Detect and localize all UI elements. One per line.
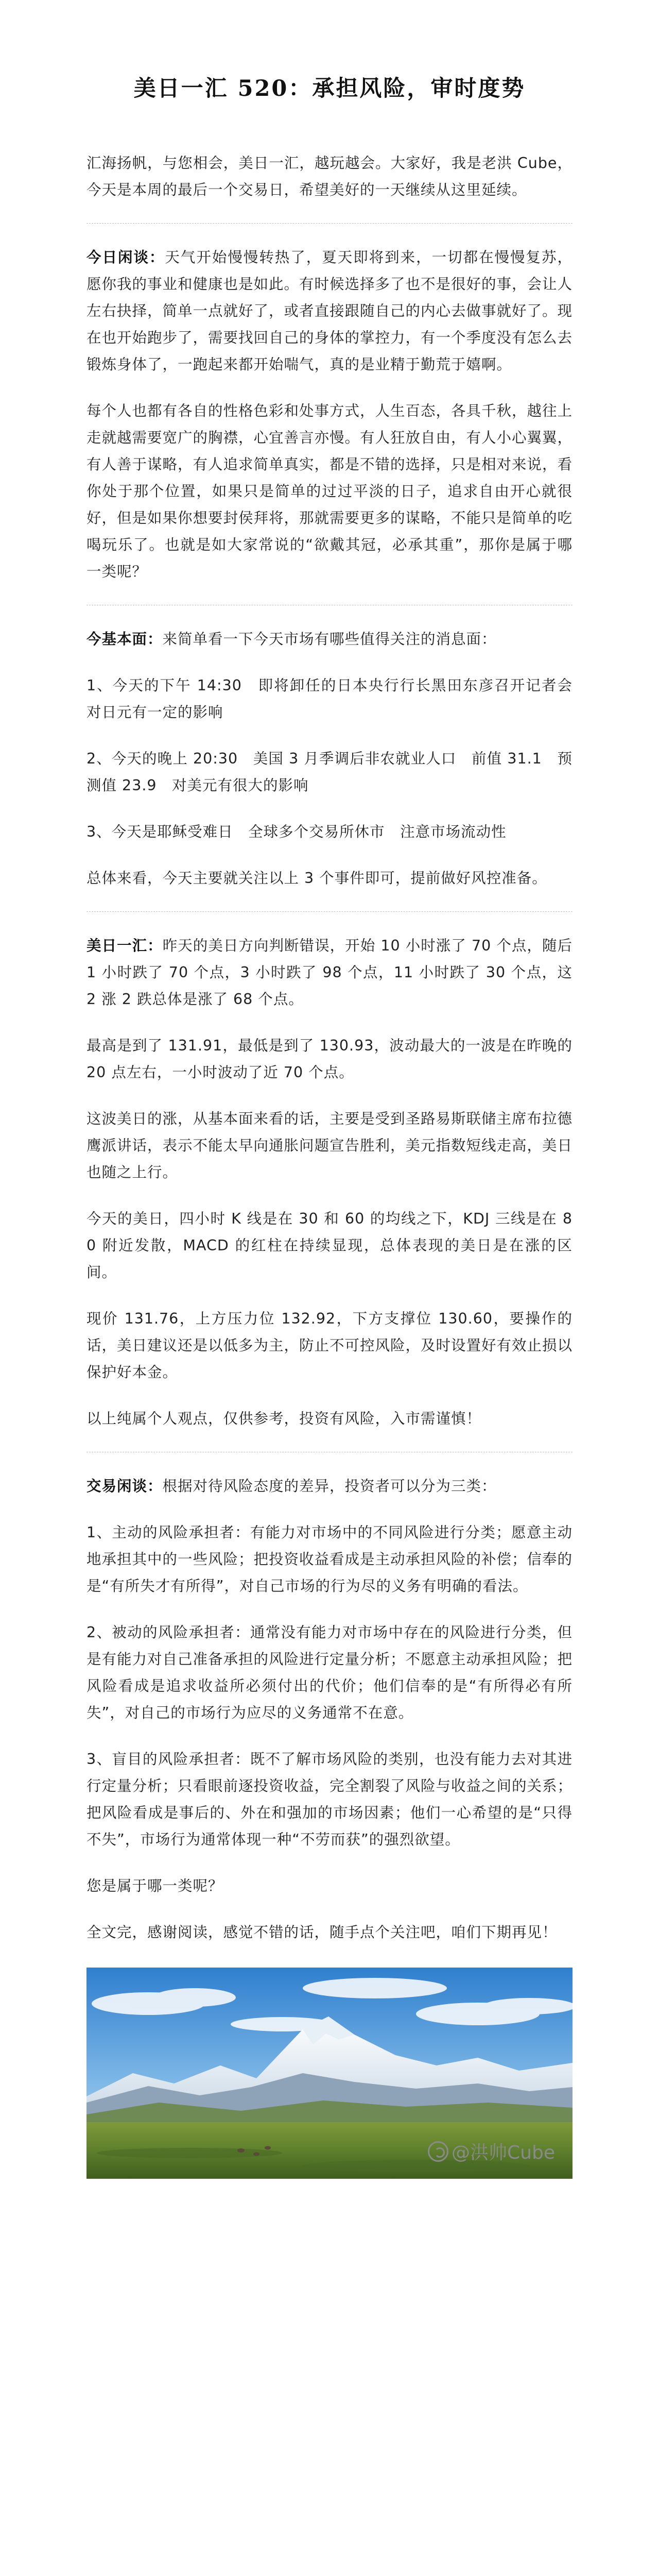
- analysis-paragraph-2: 最高是到了 131.91，最低是到了 130.93，波动最大的一波是在昨晚的 20 点左右，一小时波动了近 70 个点。: [86, 1037, 573, 1081]
- section-divider: [86, 223, 573, 224]
- intro-paragraph: 汇海扬帆，与您相会，美日一汇，越玩越会。大家好，我是老洪 Cube，今天是本周的最后一个交易日，希望美好的一天继续从这里延续。: [86, 155, 573, 198]
- basics-summary: 总体来看，今天主要就关注以上 3 个事件即可，提前做好风控准备。: [86, 870, 547, 887]
- basics-item-1: 1、今天的下午 14:30 即将卸任的日本央行行长黑田东彦召开记者会 对日元有一定的影响: [86, 677, 588, 721]
- weibo-logo-icon: [428, 2141, 448, 2162]
- trading-item-3: 3、盲目的风险承担者：既不了解市场风险的类别，也没有能力去对其进行定量分析；只看眼前逐投资收益，完全割裂了风险与收益之间的关系；把风险看成是事后的、外在和强加的市场因素；他们一心希望的是“只得不失”，市场行为通常体现一种“不劳而获”的强烈欲望。: [86, 1751, 573, 1848]
- chat-text-1: 天气开始慢慢转热了，夏天即将到来，一切都在慢慢复苏，愿你我的事业和健康也是如此。有时候选择多了也不是很好的事，会让人左右抉择，简单一点就好了，或者直接跟随自己的内心去做事就好了。现在也开始跑步了，需要找回自己的身体的掌控力，有一个季度没有怎么去锻炼身体了，一跑起来都开始喘气，真的是业精于勤荒于嬉啊。: [86, 249, 573, 373]
- trading-item-1: 1、主动的风险承担者：有能力对市场中的不同风险进行分类；愿意主动地承担其中的一些风险；把投资收益看成是主动承担风险的补偿；信奉的是“有所失才有所得”，对自己市场的行为尽的义务有明确的看法。: [86, 1524, 573, 1595]
- basics-lead-paragraph: [86, 626, 573, 653]
- chat-paragraph-2: 每个人也都有各自的性格色彩和处事方式，人生百态，各具千秋，越往上走就越需要宽广的胸襟，心宜善言亦慢。有人狂放自由，有人小心翼翼，有人善于谋略，有人追求简单真实，都是不错的选择，只是相对来说，看你处于那个位置，如果只是简单的过过平淡的日子，追求自由开心就很好，但是如果你想要封侯拜将，那就需要更多的谋略，不能只是简单的吃喝玩乐了。也就是如大家常说的“欲戴其冠，必承其重”，那你是属于哪一类呢？: [86, 402, 573, 580]
- disclaimer: 以上纯属个人观点，仅供参考，投资有风险，入市需谨慎！: [86, 1410, 482, 1427]
- watermark-text: @洪帅Cube: [452, 2142, 555, 2163]
- closing-text: 全文完，感谢阅读，感觉不错的话，随手点个关注吧，咱们下期再见！: [86, 1924, 558, 1941]
- basics-label: 今基本面：: [86, 631, 163, 648]
- analysis-text-1: 昨天的美日方向判断错误，开始 10 小时涨了 70 个点，随后 1 小时跌了 70 个点，3 小时跌了 98 个点，11 小时跌了 30 个点，这 2 涨 2 跌总体是涨了 68 个点。: [86, 937, 573, 1008]
- trading-lead-paragraph: [86, 1473, 573, 1500]
- analysis-paragraph-4: 今天的美日，四小时 K 线是在 30 和 60 的均线之下，KDJ 三线是在 80 附近发散，MACD 的红柱在持续显现，总体表现的美日是在涨的区间。: [86, 1210, 573, 1281]
- analysis-label: 美日一汇：: [86, 937, 163, 954]
- author-watermark: [428, 2138, 555, 2164]
- chat-label: 今日闲谈：: [86, 249, 165, 266]
- chat-paragraph-1: [86, 244, 573, 378]
- basics-lead: 来简单看一下今天市场有哪些值得关注的消息面：: [162, 631, 497, 648]
- basics-item-3: 3、今天是耶稣受难日 全球多个交易所休市 注意市场流动性: [86, 823, 507, 840]
- closing-question: 您是属于哪一类呢？: [86, 1877, 223, 1894]
- trading-item-2: 2、被动的风险承担者：通常没有能力对市场中存在的风险进行分类，但是有能力对自己准备承担的风险进行定量分析；不愿意主动承担风险；把风险看成是追求收益所必须付出的代价；他们信奉的是“有所得必有所失”，对自己的市场行为应尽的义务通常不在意。: [86, 1624, 573, 1721]
- analysis-paragraph-3: 这波美日的涨，从基本面来看的话，主要是受到圣路易斯联储主席布拉德鹰派讲话，表示不能太早向通胀问题宣告胜利，美元指数短线走高，美日也随之上行。: [86, 1110, 573, 1181]
- article-title: 美日一汇 520：承担风险，审时度势: [133, 76, 526, 101]
- section-divider: [86, 911, 573, 912]
- mountain-landscape-image: [86, 1968, 573, 2179]
- analysis-paragraph-1: [86, 933, 573, 1013]
- trading-lead: 根据对待风险态度的差异，投资者可以分为三类：: [162, 1478, 497, 1495]
- analysis-paragraph-5: 现价 131.76，上方压力位 132.92，下方支撑位 130.60，要操作的话，美日建议还是以低多为主，防止不可控风险，及时设置好有效止损以保护好本金。: [86, 1310, 573, 1381]
- trading-label: 交易闲谈：: [86, 1478, 163, 1495]
- basics-item-2: 2、今天的晚上 20:30 美国 3 月季调后非农就业人口 前值 31.1 预测值 23.9 对美元有很大的影响: [86, 750, 573, 794]
